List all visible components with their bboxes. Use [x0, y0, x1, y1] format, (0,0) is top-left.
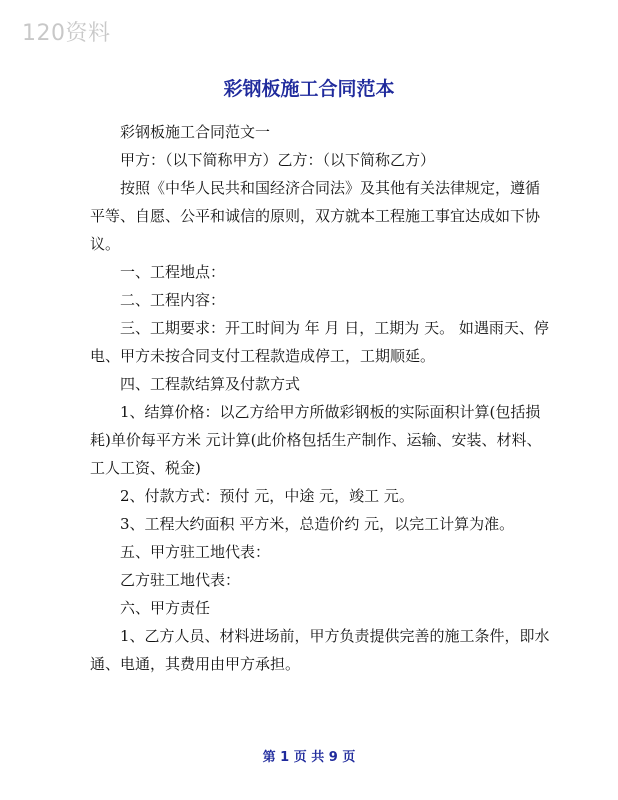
- paragraph-payment-heading: 四、工程款结算及付款方式: [120, 375, 301, 393]
- paragraph-area-total: 3、工程大约面积 平方米，总造价约 元，以完工计算为准。: [120, 515, 515, 533]
- paragraph-party-b-rep: 乙方驻工地代表：: [120, 571, 241, 589]
- document-body: [90, 118, 550, 678]
- paragraph-party-a-duties: 六、甲方责任: [120, 599, 211, 617]
- paragraph-settlement-price: 1、结算价格：以乙方给甲方所做彩钢板的实际面积计算(包括损耗)单价每平方米 元计算(此价格包括生产制作、运输、安装、材料、工人工资、税金): [90, 403, 542, 477]
- paragraph-schedule: 三、工期要求：开工时间为 年 月 日，工期为 天。 如遇雨天、停电、甲方未按合同支付工程款造成停工，工期顺延。: [90, 319, 549, 365]
- paragraph-location: 一、工程地点：: [120, 263, 226, 281]
- paragraph-payment-method: 2、付款方式：预付 元，中途 元，竣工 元。: [120, 487, 414, 505]
- paragraph-duty-1: 1、乙方人员、材料进场前，甲方负责提供完善的施工条件，即水通、电通，其费用由甲方承担。: [90, 627, 550, 673]
- watermark-logo: 120资料: [22, 21, 111, 46]
- paragraph-party-a-rep: 五、甲方驻工地代表：: [120, 543, 271, 561]
- paragraph-preamble: 按照《中华人民共和国经济合同法》及其他有关法律规定，遵循平等、自愿、公平和诚信的原则，双方就本工程施工事宜达成如下协议。: [90, 179, 541, 253]
- document-title: 彩钢板施工合同范本: [223, 78, 395, 100]
- page-number: 第 1 页 共 9 页: [262, 750, 356, 765]
- paragraph-parties: 甲方：（以下简称甲方）乙方：（以下简称乙方）: [120, 151, 436, 169]
- paragraph-subtitle: 彩钢板施工合同范文一: [120, 123, 271, 141]
- paragraph-content: 二、工程内容：: [120, 291, 226, 309]
